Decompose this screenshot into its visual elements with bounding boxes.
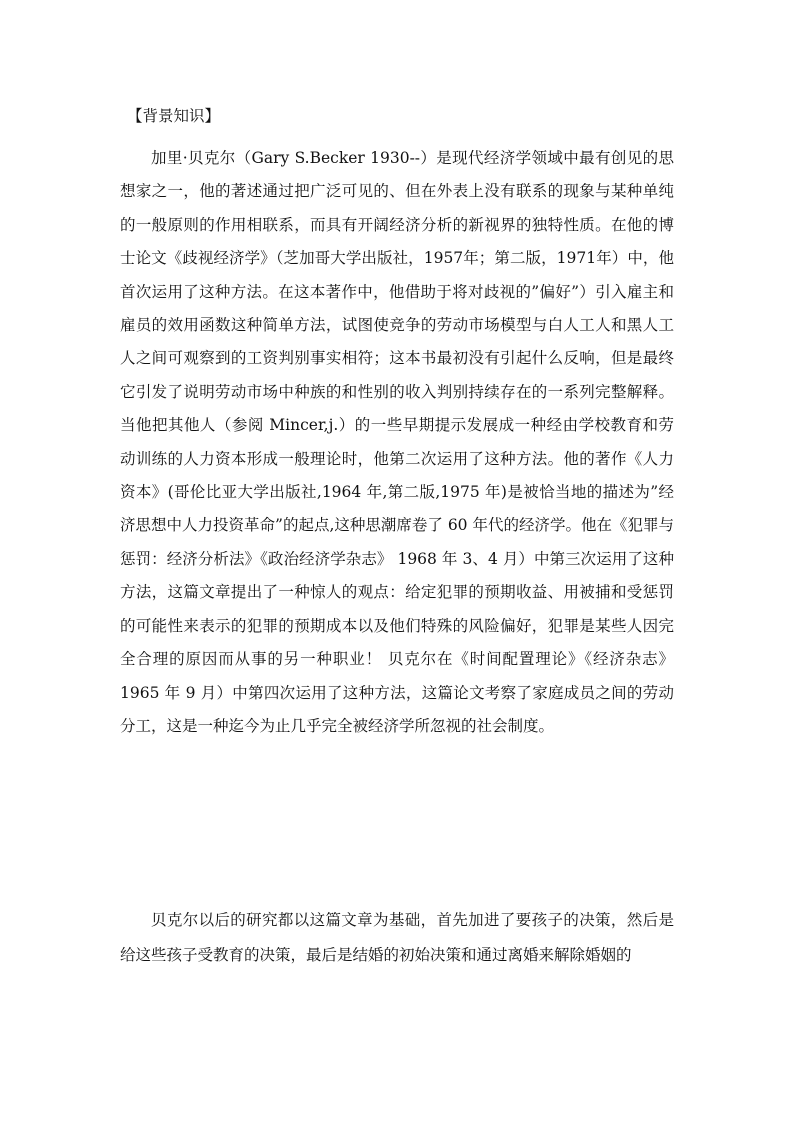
paragraph-becker-background: 加里·贝克尔（Gary S.Becker 1930--）是现代经济学领域中最有创见的思想家之一，他的著述通过把广泛可见的、但在外表上没有联系的现象与某种单纯的一般原则的作用相联系，而具有开阔经济分析的新视界的独特性质。在他的博士论文《歧视经济学》（芝加哥大学出版社，1957年；第二版，1971年）中，他首次运用了这种方法。在这本著作中，他借助于将对歧视的”偏好”）引入雇主和雇员的效用函数这种简单方法，试图使竞争的劳动市场模型与白人工人和黑人工人之间可观察到的工资判别事实相符；这本书最初没有引起什么反响，但是最终它引发了说明劳动市场中种族的和性别的收入判别持续存在的一系列完整解释。当他把其他人（参阅 Mincer,j.）的一些早期提示发展成一种经由学校教育和劳动训练的人力资本形成一般理论时，他第二次运用了这种方法。他的著作《人力资本》(哥伦比亚大学出版社,1964 年,第二版,1975 年)是被恰当地的描述为”经济思想中人力投资革命”的起点,这种思潮席卷了 60 年代的经济学。他在《犯罪与惩罚：经济分析法》《政治经济学杂志》 1968 年 3、4 月）中第三次运用了这种方法，这篇文章提出了一种惊人的观点：给定犯罪的预期收益、用被捕和受惩罚的可能性来表示的犯罪的预期成本以及他们特殊的风险偏好，犯罪是某些人因完全合理的原因而从事的另一种职业！ 贝克尔在《时间配置理论》《经济杂志》 1965 年 9 月）中第四次运用了这种方法，这篇论文考察了家庭成员之间的劳动分工，这是一种迄今为止几乎完全被经济学所忽视的社会制度。: [120, 149, 674, 735]
paragraph-becker-later-research: 贝克尔以后的研究都以这篇文章为基础，首先加进了要孩子的决策，然后是给这些孩子受教育的决策，最后是结婚的初始决策和通过离婚来解除婚姻的: [120, 911, 674, 964]
section-heading: 【背景知识】: [127, 107, 221, 125]
